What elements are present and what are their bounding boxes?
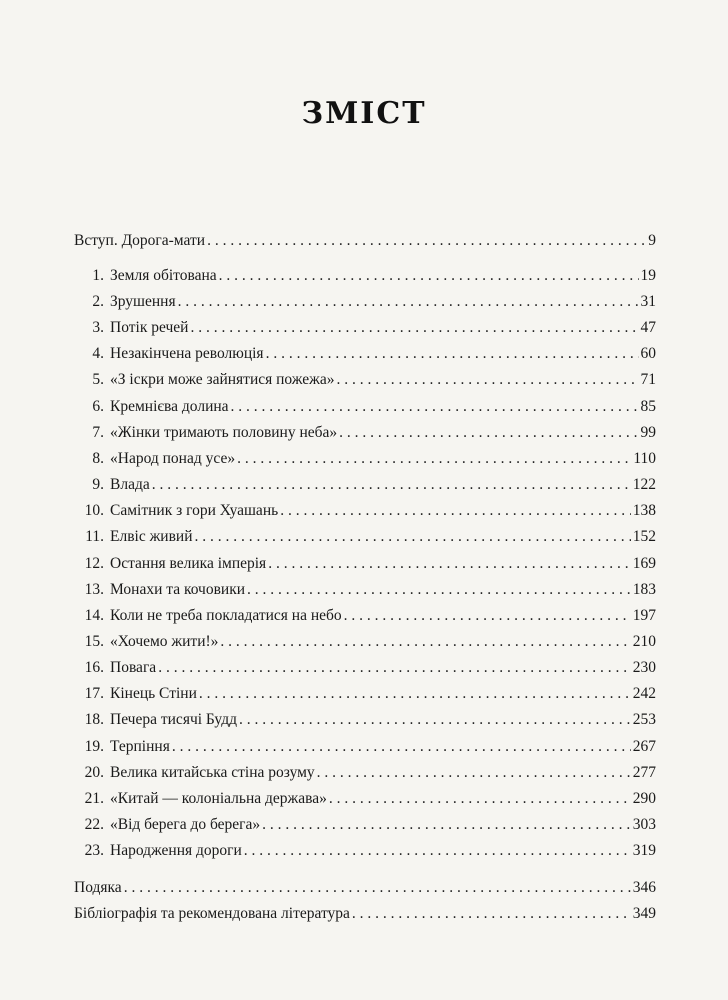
toc-entry-chapter[interactable] <box>74 762 656 784</box>
toc-entry-page: 152 <box>632 528 656 545</box>
toc-entry-page: 60 <box>640 345 656 362</box>
toc-entry-chapter[interactable] <box>74 605 656 627</box>
chapter-number: 13. <box>84 581 104 598</box>
toc-entry-page: 19 <box>640 267 656 284</box>
chapter-number: 23. <box>84 842 104 859</box>
toc-entry-page: 230 <box>632 659 656 676</box>
toc-entry-page: 110 <box>633 450 656 467</box>
toc-entry-page: 85 <box>640 398 656 415</box>
toc-entry-label: Кремнієва долина <box>110 398 229 415</box>
toc-entry-chapter[interactable] <box>74 840 656 862</box>
chapter-number: 10. <box>84 502 104 519</box>
toc-entry-chapter[interactable] <box>74 448 656 470</box>
toc-entry-page: 9 <box>648 232 656 249</box>
chapter-number: 2. <box>92 293 104 310</box>
toc-entry-page: 183 <box>632 581 656 598</box>
toc-entry-page: 346 <box>632 879 656 896</box>
chapter-number: 5. <box>92 371 104 388</box>
leader-dots <box>344 605 631 627</box>
toc-entry-page: 277 <box>632 764 656 781</box>
toc-entry-label: Народження дороги <box>110 842 242 859</box>
chapter-number: 21. <box>84 790 104 807</box>
toc-entry-label: Потік речей <box>110 319 189 336</box>
toc-entry-label: Зрушення <box>110 293 176 310</box>
chapter-number: 19. <box>84 738 104 755</box>
chapter-number: 18. <box>84 711 104 728</box>
leader-dots <box>219 265 639 287</box>
toc-entry-label: Терпіння <box>110 738 170 755</box>
toc-entry-chapter[interactable] <box>74 526 656 548</box>
chapter-number: 17. <box>84 685 104 702</box>
leader-dots <box>244 840 631 862</box>
toc-entry-chapter[interactable] <box>74 553 656 575</box>
leader-dots <box>172 736 631 758</box>
toc-entry-chapter[interactable] <box>74 631 656 653</box>
toc-entry-page: 99 <box>640 424 656 441</box>
chapter-number: 15. <box>84 633 104 650</box>
toc-entry-label: Печера тисячі Будд <box>110 711 237 728</box>
leader-dots <box>352 903 631 925</box>
toc-entry-page: 122 <box>632 476 656 493</box>
leader-dots <box>247 579 631 601</box>
toc-entry-chapter[interactable] <box>74 291 656 313</box>
toc-entry-page: 31 <box>640 293 656 310</box>
chapter-number: 11. <box>85 528 104 545</box>
toc-entry-label: Самітник з гори Хуашань <box>110 502 279 519</box>
toc-entry-label: Елвіс живий <box>110 528 193 545</box>
leader-dots <box>317 762 631 784</box>
leader-dots <box>178 291 639 313</box>
chapter-number: 22. <box>84 816 104 833</box>
toc-entry-chapter[interactable] <box>74 500 656 522</box>
chapter-number: 4. <box>92 345 104 362</box>
toc-entry-label: Вступ. Дорога-мати <box>74 232 206 249</box>
leader-dots <box>207 230 646 252</box>
toc-entry-page: 138 <box>632 502 656 519</box>
toc-entry-chapter[interactable] <box>74 814 656 836</box>
chapter-number: 7. <box>92 424 104 441</box>
chapter-number: 8. <box>92 450 104 467</box>
leader-dots <box>268 553 631 575</box>
toc-entry-page: 267 <box>632 738 656 755</box>
chapter-number: 14. <box>84 607 104 624</box>
leader-dots <box>239 709 631 731</box>
toc-entry-chapter[interactable] <box>74 579 656 601</box>
toc-entry-page: 47 <box>640 319 656 336</box>
toc-entry-chapter[interactable] <box>74 369 656 391</box>
toc-entry-label: Незакінчена революція <box>110 345 264 362</box>
chapter-number: 1. <box>92 267 104 284</box>
toc-entry-chapter[interactable] <box>74 396 656 418</box>
toc-entry-label: Повага <box>110 659 157 676</box>
toc-entry-label: Земля обітована <box>110 267 217 284</box>
toc-entry-label: «Китай — колоніальна держава» <box>110 790 327 807</box>
chapter-number: 16. <box>84 659 104 676</box>
toc-entry-page: 242 <box>632 685 656 702</box>
page-title: ЗМІСТ <box>301 96 427 131</box>
leader-dots <box>339 422 638 444</box>
leader-dots <box>158 657 631 679</box>
toc-entry-page: 253 <box>632 711 656 728</box>
toc-entry-chapter[interactable] <box>74 474 656 496</box>
toc-entry-page: 71 <box>640 371 656 388</box>
chapter-number: 6. <box>92 398 104 415</box>
toc-entry-label: Бібліографія та рекомендована література <box>74 905 350 922</box>
toc-entry-chapter[interactable] <box>74 422 656 444</box>
toc-entry-label: Остання велика імперія <box>110 555 267 572</box>
toc-entry-page: 197 <box>632 607 656 624</box>
chapter-number: 12. <box>84 555 104 572</box>
toc-entry-label: «З іскри може зайнятися пожежа» <box>110 371 335 388</box>
toc-entry-chapter[interactable] <box>74 736 656 758</box>
toc-entry-label: «Хочемо жити!» <box>110 633 219 650</box>
toc-entry-page: 319 <box>632 842 656 859</box>
leader-dots <box>231 396 639 418</box>
leader-dots <box>220 631 630 653</box>
toc-entry-chapter[interactable] <box>74 683 656 705</box>
toc-entry-label: «Від берега до берега» <box>110 816 261 833</box>
toc-entry-label: «Жінки тримають половину неба» <box>110 424 338 441</box>
toc-entry-label: Подяка <box>74 879 122 896</box>
leader-dots <box>280 500 631 522</box>
chapter-number: 3. <box>92 319 104 336</box>
toc-entry-page: 290 <box>632 790 656 807</box>
toc-entry-label: Монахи та кочовики <box>110 581 246 598</box>
leader-dots <box>124 877 631 899</box>
chapter-number: 20. <box>84 764 104 781</box>
leader-dots <box>152 474 631 496</box>
toc-entry-intro[interactable] <box>74 230 656 252</box>
chapter-number: 9. <box>92 476 104 493</box>
leader-dots <box>195 526 631 548</box>
toc-entry-page: 303 <box>632 816 656 833</box>
toc-entry-label: Кінець Стіни <box>110 685 197 702</box>
toc-entry-back-matter[interactable] <box>74 903 656 925</box>
toc-entry-chapter[interactable] <box>74 788 656 810</box>
toc-entry-chapter[interactable] <box>74 709 656 731</box>
leader-dots <box>329 788 631 810</box>
leader-dots <box>337 369 639 391</box>
toc-entry-label: «Народ понад усе» <box>110 450 236 467</box>
toc-entry-label: Коли не треба покладатися на небо <box>110 607 342 624</box>
toc-entry-page: 210 <box>632 633 656 650</box>
toc-entry-label: Влада <box>110 476 150 493</box>
toc-entry-chapter[interactable] <box>74 657 656 679</box>
leader-dots <box>190 317 638 339</box>
toc-entry-page: 169 <box>632 555 656 572</box>
leader-dots <box>266 343 639 365</box>
leader-dots <box>262 814 631 836</box>
toc-entry-chapter[interactable] <box>74 343 656 365</box>
toc-entry-back-matter[interactable] <box>74 877 656 899</box>
toc-entry-page: 349 <box>632 905 656 922</box>
leader-dots <box>199 683 631 705</box>
leader-dots <box>237 448 631 470</box>
toc-entry-chapter[interactable] <box>74 317 656 339</box>
toc-entry-chapter[interactable] <box>74 265 656 287</box>
toc-entry-label: Велика китайська стіна розуму <box>110 764 315 781</box>
